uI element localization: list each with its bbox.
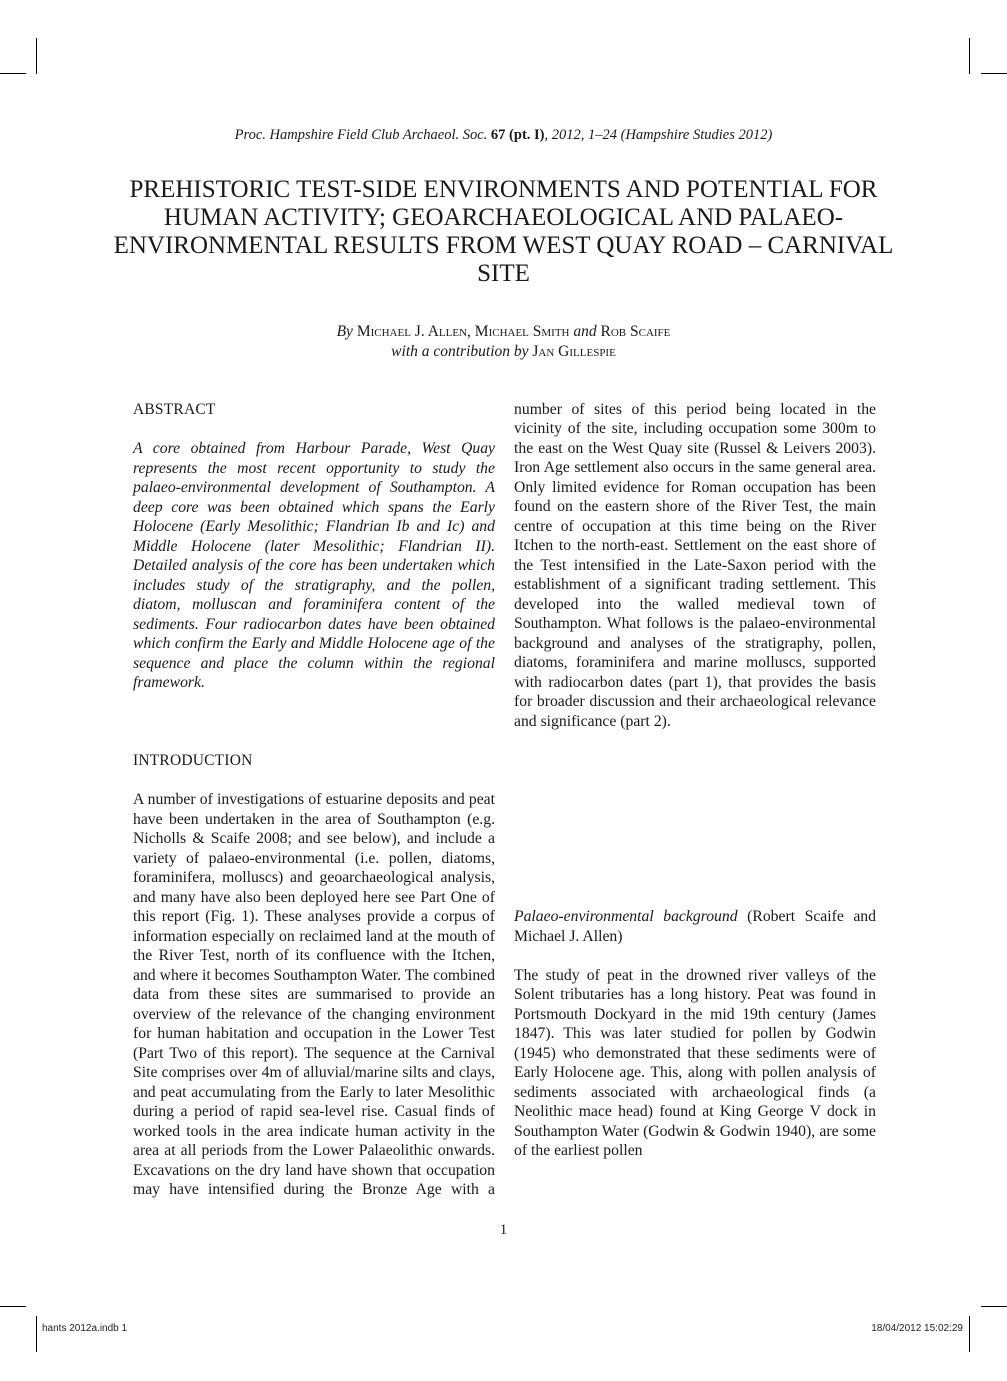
- introduction-text: A number of investigations of estuarine deposits and peat have been undertaken in the area of Southampton (e.g. Nicholls & Scaife 2008; and see below), and include a variety of palaeo-environmental (i.e. pollen, diatoms, foraminifera, molluscs) and geoarchaeological analysis, and many have also been deployed here see Part One of this report (Fig. 1). These analyses provide a corpus of information especially on reclaimed land at the mouth of the River Test, north of its confluence with the Itchen, and where it becomes Southampton Water. The combined data from these sites are summarised to provide an overview of the relevance of the changing environment for human habitation and occupation in the Lower Test (Part Two of this report). The sequence at the Carnival Site comprises over 4m of alluvial/marine silts and clays, and peat accumulating from the Early to later Mesolithic during a period of rapid sea-level rise. Casual finds of worked tools in the area indicate human activity in the area at all periods from the Lower Palaeolithic onwards. Excavations on the dry land have shown that occupation may have intensified during the Bronze Age with a: [133, 791, 495, 1198]
- journal-issue: , 2012, 1–24 (Hampshire Studies 2012): [544, 127, 773, 143]
- author-block: [0, 322, 1007, 362]
- crop-mark: [0, 73, 26, 74]
- crop-mark: [981, 1306, 1007, 1307]
- contribution-label: with a contribution by: [391, 343, 529, 360]
- article-title: PREHISTORIC TEST-SIDE ENVIRONMENTS AND POTENTIAL FOR HUMAN ACTIVITY; GEOARCHAEOLOGICAL AND PALAEO-ENVIRONMENTAL RESULTS FROM WEST QUAY ROAD – CARNIVAL SITE: [113, 176, 894, 287]
- author-name: Michael Smith: [474, 323, 570, 340]
- page-number: 1: [499, 1222, 508, 1238]
- author-line: [0, 322, 1007, 342]
- introduction-continued-clip: [514, 400, 876, 888]
- author-name: Jan Gillespie: [532, 343, 616, 360]
- crop-mark: [981, 73, 1007, 74]
- palaeo-heading-italic: Palaeo-environmental background: [514, 908, 738, 925]
- and-label: and: [573, 323, 597, 340]
- contribution-line: [0, 342, 1007, 362]
- crop-mark: [969, 38, 970, 74]
- palaeo-heading: [514, 907, 876, 946]
- journal-citation: [0, 127, 1007, 144]
- journal-volume: 67 (pt. I): [490, 127, 545, 143]
- palaeo-heading-authors: (Robert Scaife and Michael J. Allen): [514, 908, 876, 945]
- crop-mark: [36, 1316, 37, 1352]
- abstract-text: A core obtained from Harbour Parade, West Quay represents the most recent opportunity to study the palaeo-environmental development of Southampton. A deep core was been obtained which spans the Early Holocene (Early Mesolithic; Flandrian Ib and Ic) and Middle Holocene (later Mesolithic; Flandrian II). Detailed analysis of the core has been undertaken which includes study of the stratigraphy, and the pollen, diatom, molluscan and foraminifera content of the sediments. Four radiocarbon dates have been obtained which confirm the Early and Middle Holocene age of the sequence and place the column within the regional framework.: [133, 440, 495, 691]
- left-column: [133, 400, 495, 1220]
- crop-mark: [969, 1316, 970, 1352]
- slug-file: hants 2012a.indb 1: [42, 1323, 128, 1334]
- introduction-heading: INTRODUCTION: [133, 752, 253, 769]
- crop-mark: [36, 38, 37, 74]
- author-name: Michael J. Allen: [356, 323, 468, 340]
- right-column: [514, 400, 876, 1180]
- by-label: By: [336, 323, 353, 340]
- author-name: Rob Scaife: [600, 323, 671, 340]
- palaeo-text: The study of peat in the drowned river valleys of the Solent tributaries has a long history. Peat was found in Portsmouth Dockyard in the mid 19th century (James 1847). This was later studied for pollen by Godwin (1945) who demonstrated that these sediments were of Early Holocene age. This, along with pollen analysis of sediments associated with archaeological finds (a Neolithic mace head) found at King George V dock in Southampton Water (Godwin & Godwin 1940), are some of the earliest pollen: [514, 966, 876, 1159]
- abstract-heading: ABSTRACT: [133, 401, 216, 418]
- slug-datetime: 18/04/2012 15:02:29: [871, 1323, 963, 1334]
- journal-name: Proc. Hampshire Field Club Archaeol. Soc.: [234, 127, 488, 143]
- crop-mark: [0, 1306, 26, 1307]
- introduction-continued: number of sites of this period being located in the vicinity of the site, including occupation some 300m to the east on the West Quay site (Russel & Leivers 2003). Iron Age settlement also occurs in the same general area. Only limited evidence for Roman occupation has been found on the eastern shore of the River Test, the main centre of occupation at this time being on the River Itchen to the north-east. Settlement on the east shore of the Test intensified in the Late-Saxon period with the establishment of a significant trading settlement. This developed into the walled medieval town of Southampton. What follows is the palaeo-environmental background and analyses of the stratigraphy, pollen, diatoms, foraminifera and marine molluscs, supported with radiocarbon dates (part 1), that provides the basis for broader discussion and their archaeological relevance and significance (part 2).: [514, 400, 876, 730]
- author-separator: ,: [467, 323, 471, 340]
